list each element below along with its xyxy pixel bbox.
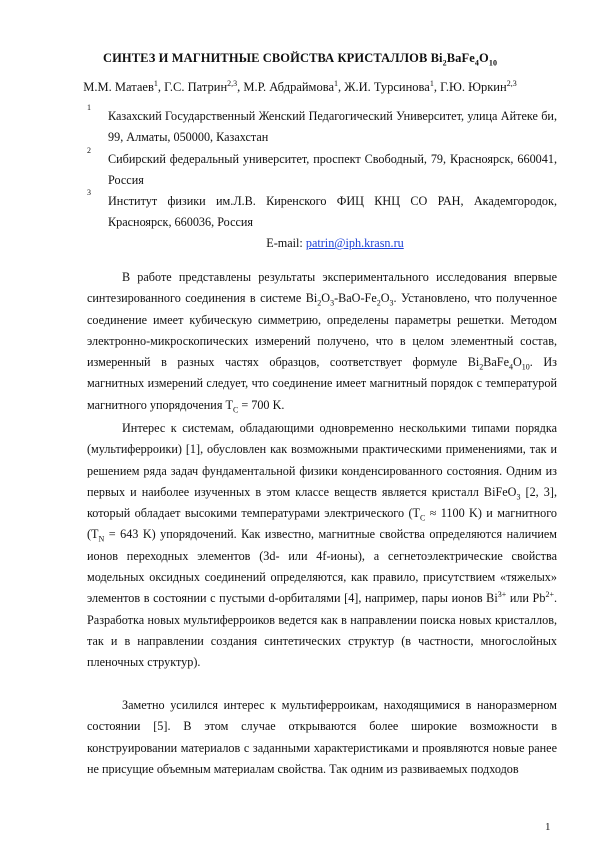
intro-paragraph (87, 418, 557, 674)
author: Ж.И. Турсинова (344, 80, 430, 94)
email-link[interactable]: patrin@iph.krasn.ru (305, 236, 404, 250)
affiliation (87, 103, 557, 149)
body-paragraph: Заметно усилился интерес к мультиферроикам, находящимися в наноразмерном состоянии [5]. В этом случае открываются более широкие возможности в конструировании материалов с заданными характеристиками и проявляются новые ранее не присущие объемным материалам свойства. Так одним из развиваемых подходов (87, 698, 557, 776)
affiliation-text: Казахский Государственный Женский Педагогический Университет, улица Айтеке би, 99, Алматы, 050000, Казахстан (108, 109, 557, 145)
author: М.М. Матаев (83, 80, 154, 94)
author-affiliation-mark: 2,3 (227, 78, 238, 88)
paper-title: СИНТЕЗ И МАГНИТНЫЕ СВОЙСТВА КРИСТАЛЛОВ $Bi_2BaFe_4O_{10}$ (102, 51, 498, 68)
affiliation-list (87, 103, 557, 234)
affiliation-text: Институт физики им.Л.В. Киренского ФИЦ КНЦ СО РАН, Академгородок, Красноярск, 660036, Россия (108, 194, 557, 230)
affiliation-number: 1 (87, 103, 91, 112)
author-affiliation-mark: 1 (429, 78, 434, 88)
author-affiliation-mark: 1 (153, 78, 158, 88)
nano-paragraph (87, 695, 557, 780)
abstract-paragraph: В работе представлены результаты экспериментального исследования впервые синтезированного соединения в системе $Bi_2O_3-BaO-Fe_2O_3$. Установлено, что полученное соединение имеет кубическую симметрию, определены параметры решетки. Методом электронно-микроскопических измерений получено, что в целом элементный состав, измеренный в разных частях образцов, соответствует формуле $Bi_2BaFe_4O_{10}$. Из магнитных измерений следует, что соединение имеет магнитный порядок с температурой магнитного упорядочения $T_C = 700$ K. (87, 270, 558, 415)
author-list: М.М. Матаев$^1$, Г.С. Патрин$^{2,3}$, М.Р. Абдраймова$^1$, Ж.И. Турсинова$^1$, Г.Ю. Юркин$^{2,3}$ (83, 78, 517, 94)
affiliation (87, 188, 557, 234)
affiliation-number: 3 (87, 188, 91, 198)
author-affiliation-mark: 1 (334, 78, 339, 88)
author: М.Р. Абдраймова (243, 80, 335, 94)
body-paragraph: Интерес к системам, обладающими одновременно несколькими типами порядка (мультиферроики) [1], обусловлен как возможными практическими применениями, так и решением ряда задач фундаментальной физики конденсированного состояния. Одним из первых и наиболее изученных в этом классе веществ является кристалл BiFeO$_3$ [2, 3], который обладает высокими температурами электрического ($T_C \approx 1100$ K) и магнитного ($T_N = 643$ K) упорядочений. Как известно, магнитные свойства определяются наличием ионов переходных элементов (3d- или 4f-ионы), а сегнетоэлектрические свойства модельных оксидных соединений определяются, как правило, присутствием «тяжелых» элементов в состоянии с пустыми d-орбиталями [4], например, пары ионов $Bi^{3+}$ или $Pb^{2+}$. Разработка новых мультиферроиков ведется как в направлении поиска новых кристаллов, так и в направлении создания синтетических структур (в частности, многослойных пленочных структур). (87, 421, 558, 670)
abstract (87, 267, 557, 416)
author-affiliation-mark: 2,3 (506, 78, 517, 88)
author: Г.С. Патрин (164, 80, 228, 94)
email-label: E-mail: (266, 236, 306, 250)
page-number: 1 (545, 821, 551, 833)
affiliation-text: Сибирский федеральный университет, проспект Свободный, 79, Красноярск, 660041, Россия (108, 151, 557, 187)
author: Г.Ю. Юркин (440, 80, 507, 94)
affiliation (87, 145, 557, 192)
contact-email (60, 236, 600, 251)
affiliation-number: 2 (87, 145, 91, 155)
